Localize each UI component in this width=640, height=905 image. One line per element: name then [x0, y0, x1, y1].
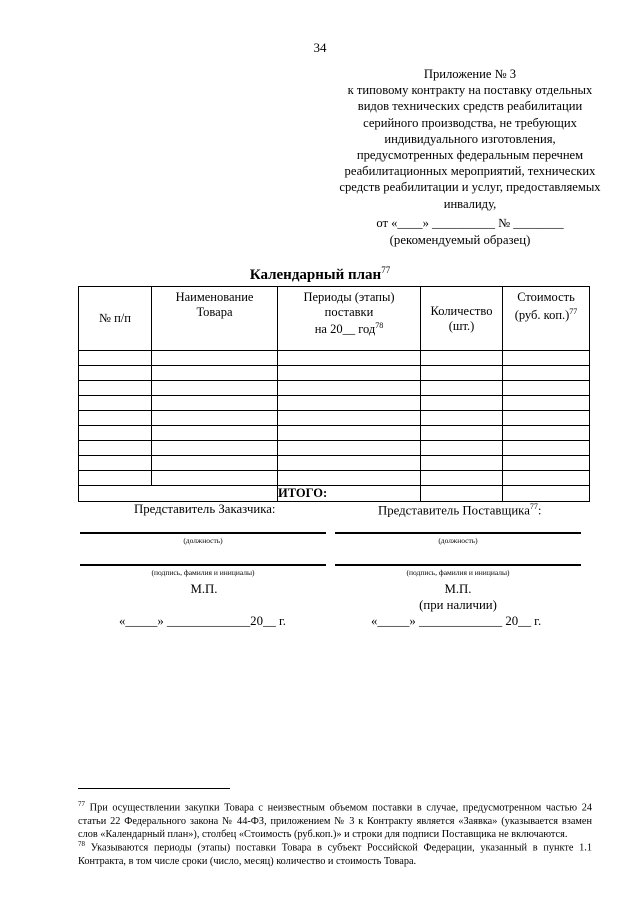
table-row	[79, 381, 590, 396]
table-cell[interactable]	[79, 381, 152, 396]
footnote-number: 77	[78, 800, 85, 808]
customer-stamp: М.П.	[190, 582, 218, 596]
footnote-78	[78, 838, 592, 868]
table-cell[interactable]	[278, 411, 421, 426]
supplier-position-line[interactable]	[335, 532, 581, 534]
header-number: № п/п	[79, 287, 152, 351]
table-cell[interactable]	[79, 396, 152, 411]
table-cell[interactable]	[421, 471, 503, 486]
table-row	[79, 471, 590, 486]
table-cell[interactable]	[79, 471, 152, 486]
total-quantity-cell[interactable]	[421, 486, 503, 502]
table-row	[79, 456, 590, 471]
table-cell[interactable]	[421, 441, 503, 456]
table-cell[interactable]	[79, 411, 152, 426]
calendar-plan-table	[78, 286, 590, 502]
footnote-separator	[78, 788, 230, 789]
footnote-text: Указываются периоды (этапы) поставки Товара в субъект Российской Федерации, указанный в пункте 1.1 Контракта, в том числе сроки (число, месяц) количество и стоимость Товара.	[78, 842, 592, 867]
customer-position-caption: (должность)	[183, 536, 223, 545]
table-cell[interactable]	[421, 426, 503, 441]
table-total-row	[79, 486, 590, 502]
supplier-stamp-note: (при наличии)	[419, 598, 497, 612]
table-cell[interactable]	[503, 351, 590, 366]
customer-position-line[interactable]	[80, 532, 326, 534]
title-text: Календарный план	[249, 267, 382, 283]
table-cell[interactable]	[79, 441, 152, 456]
table-row	[79, 396, 590, 411]
table-cell[interactable]	[503, 456, 590, 471]
table-cell[interactable]	[421, 381, 503, 396]
supplier-signature-line[interactable]	[335, 564, 581, 566]
total-cost-cell[interactable]	[503, 486, 590, 502]
appendix-line: инвалиду,	[443, 196, 497, 211]
footnote-number: 78	[78, 840, 85, 848]
appendix-line: к типовому контракту на поставку отдельных	[347, 83, 593, 98]
table-row	[79, 411, 590, 426]
appendix-line: индивидуального изготовления,	[384, 131, 556, 146]
table-cell[interactable]	[152, 426, 278, 441]
table-cell[interactable]	[278, 351, 421, 366]
title-footnote-ref: 77	[381, 265, 391, 275]
document-title	[0, 265, 640, 284]
table-cell[interactable]	[278, 441, 421, 456]
table-cell[interactable]	[278, 456, 421, 471]
header-periods-footnote-ref: 78	[375, 321, 384, 330]
appendix-date-line: от «____» __________ № ________	[376, 215, 564, 230]
supplier-signature-caption: (подпись, фамилия и инициалы)	[406, 568, 510, 577]
supplier-date: «_____» _____________ 20__ г.	[371, 614, 542, 628]
table-row	[79, 426, 590, 441]
supplier-stamp: М.П.	[444, 582, 472, 596]
sample-label: (рекомендуемый образец)	[389, 233, 531, 247]
table-cell[interactable]	[278, 471, 421, 486]
header-name: Наименование Товара	[152, 287, 278, 351]
appendix-line: средств реабилитации и услуг, предоставляемых	[339, 180, 601, 195]
footnote-77	[78, 798, 592, 841]
table-cell[interactable]	[152, 396, 278, 411]
appendix-line: Приложение № 3	[423, 67, 517, 81]
header-quantity: Количество (шт.)	[421, 287, 503, 351]
table-cell[interactable]	[79, 351, 152, 366]
table-cell[interactable]	[503, 471, 590, 486]
table-cell[interactable]	[152, 411, 278, 426]
table-cell[interactable]	[79, 366, 152, 381]
supplier-heading: Представитель Поставщика$^{77}$:	[378, 502, 542, 518]
table-row	[79, 351, 590, 366]
table-cell[interactable]	[503, 441, 590, 456]
customer-signature-caption: (подпись, фамилия и инициалы)	[151, 568, 255, 577]
footnote-text: При осуществлении закупки Товара с неизвестным объемом поставки в случае, предусмотренном частью 24 статьи 22 Федерального закона № 44-ФЗ, приложением № 3 к Контракту является «Заявка» (указывается взамен слов «Календарный план»), столбец «Стоимость (руб.коп.)» и строки для подписи Поставщика не включаются.	[78, 802, 592, 840]
table-cell[interactable]	[79, 456, 152, 471]
customer-date: «_____» _____________20__ г.	[119, 614, 286, 628]
appendix-line: реабилитационных мероприятий, технических	[344, 164, 596, 179]
table-cell[interactable]	[503, 396, 590, 411]
table-cell[interactable]	[152, 351, 278, 366]
table-cell[interactable]	[421, 351, 503, 366]
supplier-footnote-ref: 77	[529, 502, 538, 511]
appendix-line: видов технических средств реабилитации	[357, 99, 583, 114]
header-cost-footnote-ref: 77	[569, 306, 578, 316]
table-cell[interactable]	[421, 396, 503, 411]
customer-heading: Представитель Заказчика:	[134, 502, 276, 516]
table-header-row	[79, 287, 590, 351]
table-row	[79, 441, 590, 456]
total-label: ИТОГО:	[278, 486, 421, 502]
appendix-header	[320, 66, 620, 231]
customer-signature-line[interactable]	[80, 564, 326, 566]
supplier-position-caption: (должность)	[438, 536, 478, 545]
header-periods: Периоды (этапы) поставки на 20__ год$^{78}$	[278, 287, 421, 351]
table-cell[interactable]	[79, 426, 152, 441]
table-cell[interactable]	[503, 426, 590, 441]
table-cell[interactable]	[152, 456, 278, 471]
table-cell[interactable]	[503, 411, 590, 426]
table-cell[interactable]	[278, 426, 421, 441]
table-cell[interactable]	[421, 366, 503, 381]
table-cell[interactable]	[278, 381, 421, 396]
table-cell[interactable]	[278, 366, 421, 381]
table-row	[79, 366, 590, 381]
table-cell[interactable]	[152, 366, 278, 381]
total-spacer	[79, 486, 278, 502]
table-cell[interactable]	[421, 456, 503, 471]
header-cost: Стоимость (руб. коп.)$^{77}$	[503, 287, 590, 351]
table-cell[interactable]	[503, 366, 590, 381]
appendix-line: серийного производства, не требующих	[363, 115, 577, 130]
table-cell[interactable]	[278, 396, 421, 411]
page-number: 34	[313, 40, 327, 55]
table-cell[interactable]	[421, 411, 503, 426]
table-cell[interactable]	[152, 441, 278, 456]
table-cell[interactable]	[152, 381, 278, 396]
table-cell[interactable]	[152, 471, 278, 486]
appendix-line: предусмотренных федеральным перечнем	[356, 148, 584, 163]
table-cell[interactable]	[503, 381, 590, 396]
